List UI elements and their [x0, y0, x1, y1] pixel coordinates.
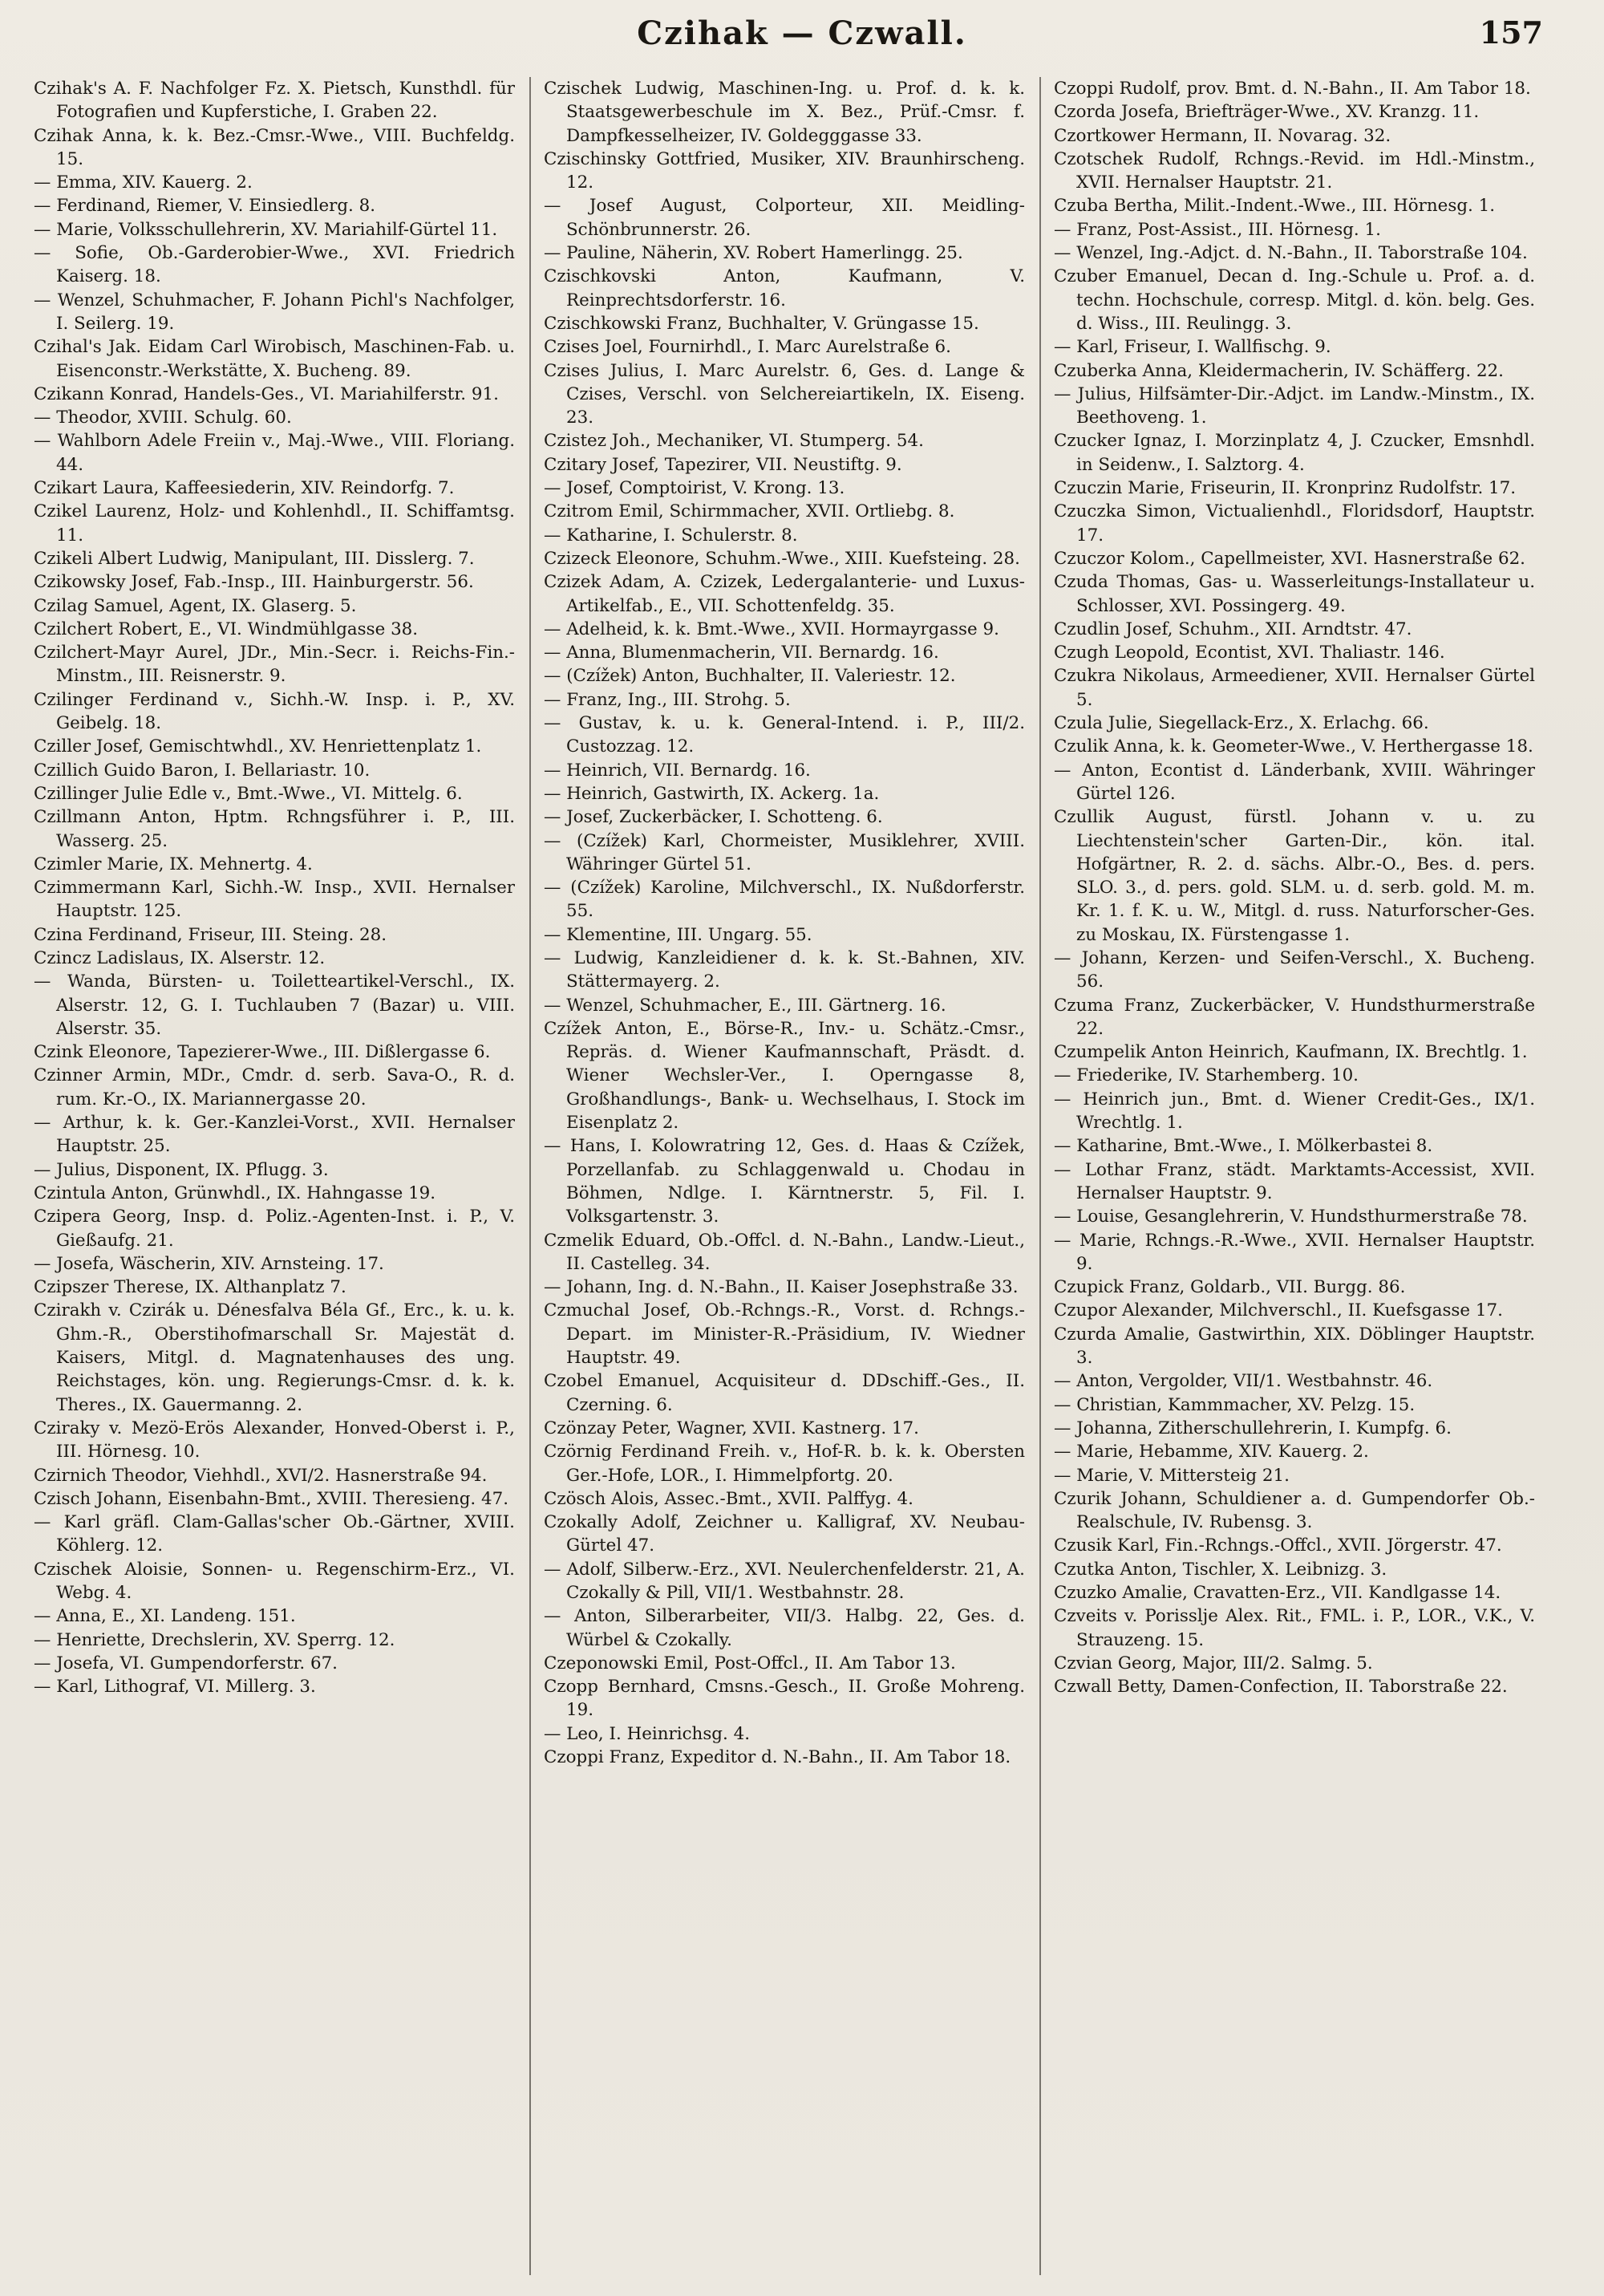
directory-entry: — Theodor, XVIII. Schulg. 60.: [34, 408, 292, 428]
directory-entry: Czimmermann Karl, Sichh.-W. Insp., XVII. Hernalser Hauptstr. 125.: [34, 878, 515, 922]
directory-entry: — (Czížek) Karoline, Milchverschl., IX. Nußdorferstr. 55.: [544, 878, 1025, 922]
directory-entry: Cziller Josef, Gemischtwhdl., XV. Henriettenplatz 1.: [34, 736, 482, 757]
directory-entry: Czucker Ignaz, I. Morzinplatz 4, J. Czucker, Emsnhdl. in Seidenw., I. Salztorg. 4.: [1054, 431, 1535, 475]
directory-entry: Czikowsky Josef, Fab.-Insp., III. Hainburgerstr. 56.: [34, 572, 474, 593]
directory-entry: Czikeli Albert Ludwig, Manipulant, III. Disslerg. 7.: [34, 548, 475, 569]
directory-entry: — Josefa, Wäscherin, XIV. Arnsteing. 17.: [34, 1253, 384, 1274]
directory-entry: Czillich Guido Baron, I. Bellariastr. 10.: [34, 760, 371, 781]
directory-entry: Czwall Betty, Damen-Confection, II. Taborstraße 22.: [1054, 1677, 1508, 1698]
directory-entry: — Heinrich, Gastwirth, IX. Ackerg. 1a.: [544, 783, 880, 804]
directory-entry: Czihal's Jak. Eidam Carl Wirobisch, Maschinen-Fab. u. Eisenconstr.-Werkstätte, X. Bucheng. 89.: [34, 337, 515, 381]
directory-entry: — Wahlborn Adele Freiin v., Maj.-Wwe., VIII. Floriang. 44.: [34, 431, 515, 475]
directory-entry: — Wenzel, Ing.-Adjct. d. N.-Bahn., II. Taborstraße 104.: [1054, 243, 1528, 264]
directory-entry: Czokally Adolf, Zeichner u. Kalligraf, XV. Neubau-Gürtel 47.: [544, 1512, 1025, 1556]
directory-entry: Czilchert Robert, E., VI. Windmühlgasse 38.: [34, 619, 419, 639]
directory-entry: Cziraky v. Mezö-Erös Alexander, Honved-Oberst i. P., III. Hörnesg. 10.: [34, 1418, 515, 1462]
directory-entry: — Ferdinand, Riemer, V. Einsiedlerg. 8.: [34, 196, 376, 217]
directory-entry: Czösch Alois, Assec.-Bmt., XVII. Palffyg. 4.: [544, 1488, 913, 1509]
directory-entry: Czotschek Rudolf, Rchngs.-Revid. im Hdl.-Minstm., XVII. Hernalser Hauptstr. 21.: [1054, 148, 1535, 193]
directory-entry: Czeponowski Emil, Post-Offcl., II. Am Tabor 13.: [544, 1653, 956, 1673]
directory-entry: Czoppi Franz, Expeditor d. N.-Bahn., II. Am Tabor 18.: [544, 1747, 1011, 1768]
directory-entry: — Wenzel, Schuhmacher, F. Johann Pichl's Nachfolger, I. Seilerg. 19.: [34, 290, 515, 334]
directory-entry: Czintula Anton, Grünwhdl., IX. Hahngasse 19.: [34, 1182, 436, 1203]
column-left: [34, 77, 515, 2275]
directory-entry: Czuberka Anna, Kleidermacherin, IV. Schäfferg. 22.: [1054, 360, 1504, 381]
directory-entry: — Johann, Ing. d. N.-Bahn., II. Kaiser Josephstraße 33.: [544, 1277, 1019, 1298]
directory-entry: — Sofie, Ob.-Garderobier-Wwe., XVI. Friedrich Kaiserg. 18.: [34, 243, 515, 287]
directory-entry: Czobel Emanuel, Acquisiteur d. DDschiff.-Ges., II. Czerning. 6.: [544, 1371, 1025, 1415]
directory-entry: — Henriette, Drechslerin, XV. Sperrg. 12.: [34, 1629, 395, 1650]
directory-entry: Czulik Anna, k. k. Geometer-Wwe., V. Herthergasse 18.: [1054, 736, 1533, 757]
directory-entry: — Heinrich jun., Bmt. d. Wiener Credit-Ges., IX/1. Wrechtlg. 1.: [1054, 1089, 1535, 1134]
directory-entry: Czuczor Kolom., Capellmeister, XVI. Hasnerstraße 62.: [1054, 548, 1525, 569]
directory-entry: Czizeck Eleonore, Schuhm.-Wwe., XIII. Kuefsteing. 28.: [544, 548, 1020, 569]
directory-entry: — Josef, Comptoirist, V. Krong. 13.: [544, 478, 845, 499]
directory-entry: — Wanda, Bürsten- u. Toiletteartikel-Verschl., IX. Alserstr. 12, G. I. Tuchlauben 7 (Bazar) u. VIII. Alserstr. 35.: [34, 972, 515, 1039]
directory-entry: Czuda Thomas, Gas- u. Wasserleitungs-Installateur u. Schlosser, XVI. Possingerg. 49.: [1054, 572, 1535, 616]
directory-entry: — Klementine, III. Ungarg. 55.: [544, 924, 812, 945]
directory-entry: Czuber Emanuel, Decan d. Ing.-Schule u. Prof. a. d. techn. Hochschule, corresp. Mitgl. d. kön. belg. Ges. d. Wiss., III. Reulingg. 3.: [1054, 266, 1535, 334]
column-middle: [544, 77, 1025, 2275]
directory-entry: — Johanna, Zitherschullehrerin, I. Kumpfg. 6.: [1054, 1418, 1452, 1438]
directory-entry: Czmuchal Josef, Ob.-Rchngs.-R., Vorst. d. Rchngs.-Depart. im Minister-R.-Präsidium, IV. Wiedner Hauptstr. 49.: [544, 1300, 1025, 1369]
directory-entry: Czížek Anton, E., Börse-R., Inv.- u. Schätz.-Cmsr., Repräs. d. Wiener Kaufmannschaft, Präsdt. d. Wiener Wechsler-Ver., I. Operngasse 8, Großhandlungs-, Bank- u. Wechselhaus, I. Stock im Eisenplatz 2.: [544, 1018, 1025, 1134]
column-right: [1054, 77, 1535, 2275]
directory-entry: — Josefa, VI. Gumpendorferstr. 67.: [34, 1653, 338, 1673]
directory-entry: Czuczin Marie, Friseurin, II. Kronprinz Rudolfstr. 17.: [1054, 478, 1517, 499]
directory-entry: — Wenzel, Schuhmacher, E., III. Gärtnerg. 16.: [544, 995, 946, 1016]
directory-entry: Czillinger Julie Edle v., Bmt.-Wwe., VI. Mittelg. 6.: [34, 783, 463, 804]
directory-entry: Czischkowski Franz, Buchhalter, V. Grüngasse 15.: [544, 313, 979, 334]
directory-entry: Czupick Franz, Goldarb., VII. Burgg. 86.: [1054, 1277, 1406, 1298]
directory-entry: — Ludwig, Kanzleidiener d. k. k. St.-Bahnen, XIV. Stättermayerg. 2.: [544, 947, 1025, 992]
directory-entry: Czortkower Hermann, II. Novarag. 32.: [1054, 125, 1391, 146]
directory-entry: Czurik Johann, Schuldiener a. d. Gumpendorfer Ob.-Realschule, IV. Rubensg. 3.: [1054, 1488, 1535, 1533]
directory-entry: — Josef August, Colporteur, XII. Meidling-Schönbrunnerstr. 26.: [544, 196, 1025, 240]
directory-columns: [34, 77, 1549, 2275]
directory-entry: Czullik August, fürstl. Johann v. u. zu Liechtenstein'scher Garten-Dir., kön. ital. Hofgärtner, R. 2. d. sächs. Albr.-O., Bes. d. pers. SLO. 3., d. pers. gold. SLM. u. d. serb. gold. M. m. Kr. 1. f. K. u. W., Mitgl. d. russ. Naturforscher-Ges. zu Moskau, IX. Fürstengasse 1.: [1054, 807, 1535, 945]
directory-entry: — (Czížek) Anton, Buchhalter, II. Valeriestr. 12.: [544, 666, 956, 687]
directory-entry: Czvian Georg, Major, III/2. Salmg. 5.: [1054, 1653, 1373, 1673]
directory-entry: Czihak Anna, k. k. Bez.-Cmsr.-Wwe., VIII. Buchfeldg. 15.: [34, 125, 515, 169]
directory-entry: — Katharine, I. Schulerstr. 8.: [544, 525, 798, 546]
directory-entry: Czischkovski Anton, Kaufmann, V. Reinprechtsdorferstr. 16.: [544, 266, 1025, 310]
directory-entry: — Lothar Franz, städt. Marktamts-Accessist, XVII. Hernalser Hauptstr. 9.: [1054, 1159, 1535, 1203]
directory-entry: — Anton, Vergolder, VII/1. Westbahnstr. 46.: [1054, 1371, 1433, 1392]
directory-entry: Czina Ferdinand, Friseur, III. Steing. 28.: [34, 924, 387, 945]
directory-entry: — Adolf, Silberw.-Erz., XVI. Neulerchenfelderstr. 21, A. Czokally & Pill, VII/1. Westbahnstr. 28.: [544, 1559, 1025, 1603]
directory-entry: — (Czížek) Karl, Chormeister, Musiklehrer, XVIII. Währinger Gürtel 51.: [544, 830, 1025, 874]
directory-entry: — Leo, I. Heinrichsg. 4.: [544, 1723, 751, 1744]
directory-entry: — Christian, Kammmacher, XV. Pelzg. 15.: [1054, 1394, 1416, 1415]
directory-entry: — Marie, Volksschullehrerin, XV. Mariahilf-Gürtel 11.: [34, 219, 498, 240]
directory-entry: — Hans, I. Kolowratring 12, Ges. d. Haas & Czížek, Porzellanfab. zu Schlaggenwald u. Chodau in Böhmen, Ndlge. I. Kärntnerstr. 5, Fil. I. Volksgartenstr. 3.: [544, 1136, 1025, 1227]
directory-entry: — Gustav, k. u. k. General-Intend. i. P., III/2. Custozzag. 12.: [544, 713, 1025, 757]
directory-entry: — Karl gräfl. Clam-Gallas'scher Ob.-Gärtner, XVIII. Köhlerg. 12.: [34, 1512, 515, 1556]
directory-entry: — Franz, Ing., III. Strohg. 5.: [544, 689, 791, 710]
directory-entry: — Heinrich, VII. Bernardg. 16.: [544, 760, 811, 781]
directory-entry: Czumpelik Anton Heinrich, Kaufmann, IX. Brechtlg. 1.: [1054, 1042, 1528, 1063]
directory-entry: — Karl, Friseur, I. Wallfischg. 9.: [1054, 337, 1331, 358]
directory-entry: Czihak's A. F. Nachfolger Fz. X. Pietsch, Kunsthdl. für Fotografien und Kupferstiche, I. Graben 22.: [34, 79, 515, 123]
directory-entry: — Friederike, IV. Starhemberg. 10.: [1054, 1065, 1359, 1086]
directory-entry: Czistez Joh., Mechaniker, VI. Stumperg. 54.: [544, 431, 924, 452]
directory-entry: Czink Eleonore, Tapezierer-Wwe., III. Dißlergasse 6.: [34, 1042, 491, 1063]
directory-entry: — Julius, Disponent, IX. Pflugg. 3.: [34, 1159, 329, 1180]
directory-entry: Czusik Karl, Fin.-Rchngs.-Offcl., XVII. Jörgerstr. 47.: [1054, 1535, 1502, 1556]
directory-entry: — Louise, Gesanglehrerin, V. Hundsthurmerstraße 78.: [1054, 1207, 1528, 1227]
directory-entry: — Anton, Econtist d. Länderbank, XVIII. Währinger Gürtel 126.: [1054, 760, 1535, 804]
directory-entry: Czveits v. Porisslje Alex. Rit., FML. i. P., LOR., V.K., V. Strauzeng. 15.: [1054, 1606, 1535, 1650]
page-number: 157: [1479, 14, 1543, 51]
directory-entry: — Karl, Lithograf, VI. Millerg. 3.: [34, 1677, 316, 1698]
directory-entry: Czillmann Anton, Hptm. Rchngsführer i. P., III. Wasserg. 25.: [34, 807, 515, 851]
directory-entry: Czipszer Therese, IX. Althanplatz 7.: [34, 1277, 346, 1298]
directory-entry: Czurda Amalie, Gastwirthin, XIX. Döblinger Hauptstr. 3.: [1054, 1324, 1535, 1369]
directory-entry: Czörnig Ferdinand Freih. v., Hof-R. b. k. k. Obersten Ger.-Hofe, LOR., I. Himmelpfortg. 20.: [544, 1442, 1025, 1486]
directory-entry: Czoppi Rudolf, prov. Bmt. d. N.-Bahn., II. Am Tabor 18.: [1054, 79, 1531, 99]
directory-entry: Czuczka Simon, Victualienhdl., Floridsdorf, Hauptstr. 17.: [1054, 501, 1535, 546]
directory-entry: Czischek Aloisie, Sonnen- u. Regenschirm-Erz., VI. Webg. 4.: [34, 1559, 515, 1603]
directory-entry: Czizek Adam, A. Czizek, Ledergalanterie- und Luxus-Artikelfab., E., VII. Schottenfeldg. 35.: [544, 572, 1025, 616]
directory-entry: — Franz, Post-Assist., III. Hörnesg. 1.: [1054, 219, 1381, 240]
directory-entry: Czorda Josefa, Briefträger-Wwe., XV. Kranzg. 11.: [1054, 102, 1480, 123]
directory-entry: Czutka Anton, Tischler, X. Leibnizg. 3.: [1054, 1559, 1387, 1580]
directory-entry: Czimler Marie, IX. Mehnertg. 4.: [34, 854, 313, 874]
directory-entry: — Anna, Blumenmacherin, VII. Bernardg. 16.: [544, 643, 939, 663]
directory-entry: Czisch Johann, Eisenbahn-Bmt., XVIII. Theresieng. 47.: [34, 1488, 509, 1509]
directory-entry: Czinner Armin, MDr., Cmdr. d. serb. Sava-O., R. d. rum. Kr.-O., IX. Mariannergasse 20.: [34, 1065, 515, 1109]
directory-entry: Czikart Laura, Kaffeesiederin, XIV. Reindorfg. 7.: [34, 478, 455, 499]
directory-entry: Czises Julius, I. Marc Aurelstr. 6, Ges. d. Lange & Czises, Verschl. von Selchereiartikeln, IX. Eiseng. 23.: [544, 360, 1025, 428]
directory-entry: — Julius, Hilfsämter-Dir.-Adjct. im Landw.-Minstm., IX. Beethoveng. 1.: [1054, 383, 1535, 428]
directory-entry: — Anna, E., XI. Landeng. 151.: [34, 1606, 296, 1627]
directory-entry: — Marie, Hebamme, XIV. Kauerg. 2.: [1054, 1442, 1369, 1462]
directory-entry: Czudlin Josef, Schuhm., XII. Arndtstr. 47.: [1054, 619, 1412, 639]
directory-entry: — Anton, Silberarbeiter, VII/3. Halbg. 22, Ges. d. Würbel & Czokally.: [544, 1606, 1025, 1650]
directory-entry: Czönzay Peter, Wagner, XVII. Kastnerg. 17.: [544, 1418, 919, 1438]
directory-entry: Czukra Nikolaus, Armeediener, XVII. Hernalser Gürtel 5.: [1054, 666, 1535, 710]
directory-entry: Czuzko Amalie, Cravatten-Erz., VII. Kandlgasse 14.: [1054, 1583, 1501, 1603]
directory-entry: Czilinger Ferdinand v., Sichh.-W. Insp. i. P., XV. Geibelg. 18.: [34, 689, 515, 734]
directory-entry: — Johann, Kerzen- und Seifen-Verschl., X. Bucheng. 56.: [1054, 947, 1535, 992]
directory-entry: Czilag Samuel, Agent, IX. Glaserg. 5.: [34, 595, 357, 616]
directory-entry: — Katharine, Bmt.-Wwe., I. Mölkerbastei 8.: [1054, 1136, 1433, 1157]
directory-entry: Czikel Laurenz, Holz- und Kohlenhdl., II. Schiffamtsg. 11.: [34, 501, 515, 546]
directory-entry: — Pauline, Näherin, XV. Robert Hamerlingg. 25.: [544, 243, 963, 264]
directory-entry: Czischinsky Gottfried, Musiker, XIV. Braunhirscheng. 12.: [544, 148, 1025, 193]
directory-entry: Czises Joel, Fournirhdl., I. Marc Aurelstraße 6.: [544, 337, 951, 358]
running-title: Czihak — Czwall.: [637, 14, 967, 52]
directory-entry: Czitrom Emil, Schirmmacher, XVII. Ortliebg. 8.: [544, 501, 955, 522]
directory-entry: Czikann Konrad, Handels-Ges., VI. Mariahilferstr. 91.: [34, 383, 499, 404]
directory-entry: — Josef, Zuckerbäcker, I. Schotteng. 6.: [544, 807, 883, 828]
directory-entry: Czupor Alexander, Milchverschl., II. Kuefsgasse 17.: [1054, 1300, 1503, 1321]
directory-entry: — Adelheid, k. k. Bmt.-Wwe., XVII. Hormayrgasse 9.: [544, 619, 999, 639]
directory-entry: Czuba Bertha, Milit.-Indent.-Wwe., III. Hörnesg. 1.: [1054, 196, 1496, 217]
directory-entry: Czischek Ludwig, Maschinen-Ing. u. Prof. d. k. k. Staatsgewerbeschule im X. Bez., Prüf.-Cmsr. f. Dampfkesselheizer, IV. Goldegggasse 33.: [544, 79, 1025, 146]
directory-entry: Czirakh v. Czirák u. Dénesfalva Béla Gf., Erc., k. u. k. Ghm.-R., Oberstihofmarschall Sr. Majestät d. Kaisers, Mitgl. d. Magnatenhauses des ung. Reichstages, kön. ung. Regierungs-Cmsr. d. k. k. Theres., IX. Gauermanng. 2.: [34, 1300, 515, 1415]
directory-entry: Czopp Bernhard, Cmsns.-Gesch., II. Große Mohreng. 19.: [544, 1677, 1025, 1721]
directory-entry: — Arthur, k. k. Ger.-Kanzlei-Vorst., XVII. Hernalser Hauptstr. 25.: [34, 1113, 515, 1157]
directory-entry: Czipera Georg, Insp. d. Poliz.-Agenten-Inst. i. P., V. Gießaufg. 21.: [34, 1207, 515, 1251]
directory-entry: Czugh Leopold, Econtist, XVI. Thaliastr. 146.: [1054, 643, 1445, 663]
directory-entry: — Marie, V. Mittersteig 21.: [1054, 1465, 1290, 1486]
directory-entry: Czula Julie, Siegellack-Erz., X. Erlachg. 66.: [1054, 713, 1429, 734]
directory-entry: Czuma Franz, Zuckerbäcker, V. Hundsthurmerstraße 22.: [1054, 995, 1535, 1039]
directory-entry: Czilchert-Mayr Aurel, JDr., Min.-Secr. i. Reichs-Fin.-Minstm., III. Reisnerstr. 9.: [34, 643, 515, 687]
directory-entry: — Emma, XIV. Kauerg. 2.: [34, 172, 253, 193]
page-header: [0, 11, 1604, 67]
directory-entry: Czirnich Theodor, Viehhdl., XVI/2. Hasnerstraße 94.: [34, 1465, 488, 1486]
directory-entry: Czmelik Eduard, Ob.-Offcl. d. N.-Bahn., Landw.-Lieut., II. Castelleg. 34.: [544, 1230, 1025, 1274]
directory-entry: — Marie, Rchngs.-R.-Wwe., XVII. Hernalser Hauptstr. 9.: [1054, 1230, 1535, 1274]
directory-entry: Czitary Josef, Tapezirer, VII. Neustiftg. 9.: [544, 454, 902, 475]
directory-entry: Czincz Ladislaus, IX. Alserstr. 12.: [34, 947, 326, 968]
